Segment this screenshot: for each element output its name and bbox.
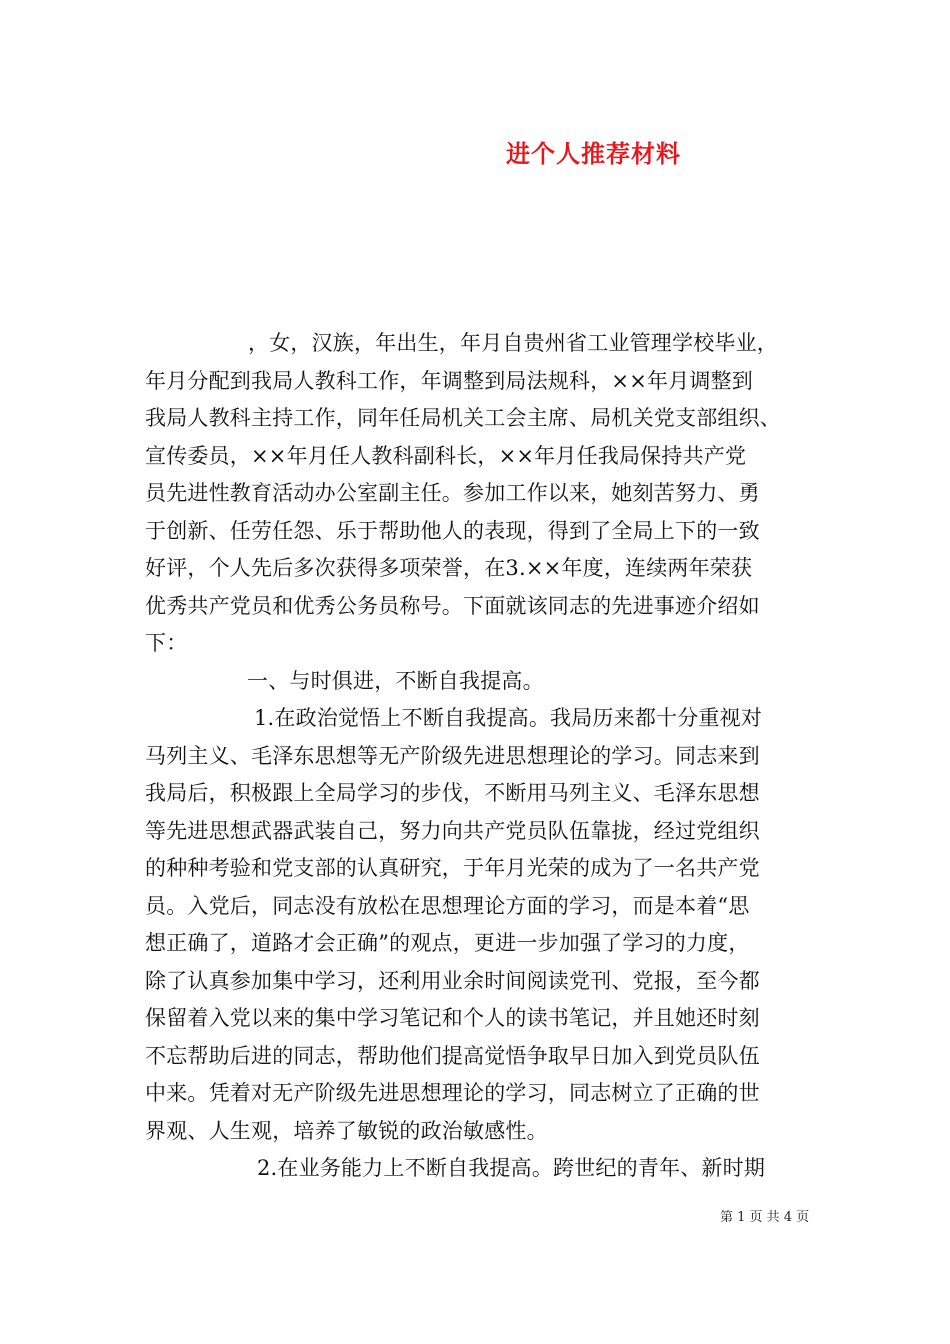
subsection-heading: 1.在政治觉悟上不断自我提高。我局历来都十分重视对 [254, 706, 763, 730]
document-title: 进个人推荐材料 [506, 139, 681, 168]
page-number-footer: 第 1 页 共 4 页 [720, 1210, 810, 1225]
body-line: 除了认真参加集中学习，还利用业余时间阅读党刊、党报，至今都 [145, 968, 760, 993]
body-line: 保留着入党以来的集中学习笔记和个人的读书笔记，并且她还时刻 [145, 1006, 760, 1030]
body-line: 员先进性教育活动办公室副主任。参加工作以来，她刻苦努力、勇 [145, 481, 760, 505]
body-line: 宣传委员，××年月任人教科副科长，××年月任我局保持共产党 [145, 443, 747, 468]
body-line: 想正确了，道路才会正确”的观点，更进一步加强了学习的力度， [145, 931, 750, 955]
body-line: 优秀共产党员和优秀公务员称号。下面就该同志的先进事迹介绍如 [145, 593, 760, 618]
body-line: 我局人教科主持工作，同年任局机关工会主席、局机关党支部组织、 [145, 406, 781, 430]
section-heading: 一、与时俱进，不断自我提高。 [247, 668, 544, 693]
body-line: 下： [145, 631, 188, 655]
body-line: 界观、人生观，培养了敏锐的政治敏感性。 [145, 1118, 548, 1143]
body-line: 好评，个人先后多次获得多项荣誉，在3.××年度，连续两年荣获 [145, 556, 753, 580]
body-line: 中来。凭着对无产阶级先进思想理论的学习，同志树立了正确的世 [145, 1081, 760, 1105]
body-line: 马列主义、毛泽东思想等无产阶级先进思想理论的学习。同志来到 [145, 743, 760, 768]
body-line: 不忘帮助后进的同志，帮助他们提高觉悟争取早日加入到党员队伍 [145, 1043, 760, 1068]
body-line: 的种种考验和党支部的认真研究，于年月光荣的成为了一名共产党 [145, 856, 760, 880]
body-line: 员。入党后，同志没有放松在思想理论方面的学习，而是本着“思 [145, 893, 750, 918]
body-line: ，女，汉族，年出生，年月自贵州省工业管理学校毕业， [248, 331, 778, 355]
body-line: 等先进思想武器武装自己，努力向共产党员队伍靠拢，经过党组织 [145, 818, 760, 843]
body-line: 于创新、任劳任怨、乐于帮助他人的表现，得到了全局上下的一致 [145, 518, 760, 543]
body-line: 我局后，积极跟上全局学习的步伐，不断用马列主义、毛泽东思想 [145, 781, 760, 805]
document-body [145, 325, 815, 1188]
subsection-heading: 2.在业务能力上不断自我提高。跨世纪的青年、新时期 [257, 1156, 766, 1180]
body-line: 年月分配到我局人教科工作，年调整到局法规科，××年月调整到 [145, 368, 753, 393]
